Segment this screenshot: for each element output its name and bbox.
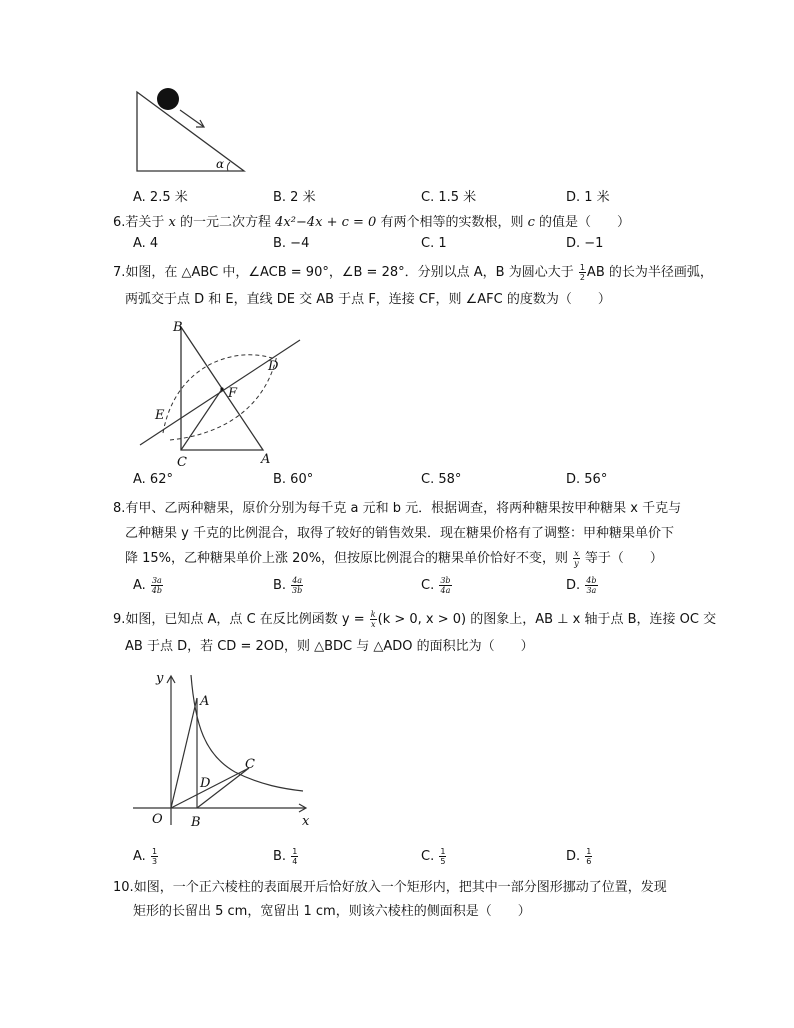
label-f: F <box>228 386 238 401</box>
q9-option-d-num: 1 <box>586 847 592 856</box>
q8-option-b-den: 3b <box>292 586 303 595</box>
label-d: D <box>268 359 279 374</box>
q7-text-a: 如图，在 △ABC 中，∠ACB = 90°，∠B = 28°．分别以点 A，B 为圆心大于 <box>125 265 578 280</box>
q8-text-line1: 有甲、乙两种糖果，原价分别为每千克 a 元和 b 元．根据调查，将两种糖果按甲种糖果 x 千克与 <box>125 501 682 516</box>
q7-fraction <box>579 263 586 282</box>
q8-frac-num: x <box>574 549 579 558</box>
label-a: A <box>200 694 210 709</box>
q10-number: 10. <box>113 880 134 895</box>
q7-frac-num: 1 <box>579 263 585 272</box>
q8-stem-line1 <box>113 499 681 519</box>
q8-option-c-den: 4a <box>440 586 451 595</box>
q8-option-d-den: 3a <box>586 586 597 595</box>
q9-option-d[interactable] <box>566 847 593 866</box>
q9-option-c[interactable] <box>421 847 447 866</box>
q5-option-c[interactable]: C. 1.5 米 <box>421 190 477 205</box>
segment-oa <box>171 698 197 808</box>
q9-option-a-prefix: A. <box>133 849 150 864</box>
q7-figure <box>135 315 315 470</box>
q7-text-b: AB 的长为半径画弧， <box>586 265 713 280</box>
q9-option-c-prefix: C. <box>421 849 439 864</box>
incline-triangle <box>137 92 244 171</box>
q9-stem-line2: AB 于点 D，若 CD = 2OD，则 △BDC 与 △ADO 的面积比为（ ） <box>125 639 534 654</box>
q7-stem-line2: 两弧交于点 D 和 E，直线 DE 交 AB 于点 F，连接 CF，则 ∠AFC 的度数为（ ） <box>125 292 611 307</box>
q6-number: 6. <box>113 215 126 230</box>
q9-option-a-num: 1 <box>151 847 158 856</box>
q6-text-b: 的一元二次方程 <box>175 215 276 230</box>
q8-fraction <box>573 549 580 568</box>
segment-cf <box>181 389 222 450</box>
label-b: B <box>191 815 201 830</box>
q8-stem-line2: 乙种糖果 y 千克的比例混合，取得了较好的销售效果．现在糖果价格有了调整：甲种糖果单价下 <box>125 526 674 541</box>
q9-option-b-num: 1 <box>292 847 298 856</box>
q8-option-a-den: 4b <box>151 586 162 595</box>
q8-option-b[interactable] <box>273 576 304 595</box>
q8-option-c-prefix: C. <box>421 578 439 593</box>
label-e: E <box>155 408 165 423</box>
label-c: C <box>245 757 255 772</box>
label-c: C <box>177 455 187 470</box>
q8-option-d[interactable] <box>566 576 599 595</box>
q10-text-line1: 如图，一个正六棱柱的表面展开后恰好放入一个矩形内，把其中一部分图形挪动了位置，发现 <box>133 880 667 895</box>
q9-text-a: 如图，已知点 A，点 C 在反比例函数 y = <box>125 612 369 627</box>
q9-option-d-den: 6 <box>586 857 592 866</box>
q8-option-b-num: 4a <box>292 576 303 585</box>
q9-option-a[interactable] <box>133 847 159 866</box>
q6-option-a[interactable]: A. 4 <box>133 236 159 251</box>
q6-text-d: 的值是（ ） <box>534 215 631 230</box>
q8-text-line3a: 降 15%，乙种糖果单价上涨 20%，但按原比例混合的糖果单价恰好不变，则 <box>125 551 573 566</box>
ball <box>157 88 179 110</box>
q5-option-a[interactable]: A. 2.5 米 <box>133 190 188 205</box>
q9-option-b-prefix: B. <box>273 849 291 864</box>
label-d: D <box>200 776 211 791</box>
point-f <box>220 387 223 390</box>
motion-arrow <box>180 110 204 127</box>
q10-stem-line2: 矩形的长留出 5 cm，宽留出 1 cm，则该六棱柱的侧面积是（ ） <box>133 904 531 919</box>
q8-option-a-prefix: A. <box>133 578 150 593</box>
q8-option-c-num: 3b <box>440 576 451 585</box>
arc-from-b <box>170 355 277 440</box>
q7-option-b[interactable]: B. 60° <box>273 472 314 487</box>
q7-frac-den: 2 <box>579 273 585 282</box>
q7-option-a[interactable]: A. 62° <box>133 472 173 487</box>
q8-option-a-num: 3a <box>151 576 162 585</box>
q8-number: 8. <box>113 501 126 516</box>
angle-arc <box>227 162 230 171</box>
q9-fraction <box>370 610 377 629</box>
q8-frac-den: y <box>574 559 579 568</box>
angle-label-alpha: α <box>216 157 225 171</box>
q6-var-x: x <box>168 215 176 230</box>
hyperbola-curve <box>191 675 303 791</box>
q9-option-c-den: 5 <box>440 857 446 866</box>
q9-number: 9. <box>113 612 126 627</box>
q6-option-b[interactable]: B. −4 <box>273 236 310 251</box>
q7-number: 7. <box>113 265 126 280</box>
label-y: y <box>156 671 164 686</box>
q9-option-c-num: 1 <box>440 847 446 856</box>
q6-var-c: c <box>527 215 535 230</box>
q7-option-c[interactable]: C. 58° <box>421 472 462 487</box>
q8-option-d-prefix: D. <box>566 578 585 593</box>
q7-option-d[interactable]: D. 56° <box>566 472 608 487</box>
q9-text-b: (k > 0, x > 0) 的图象上，AB ⊥ x 轴于点 B，连接 OC 交 <box>377 612 717 627</box>
label-b: B <box>173 320 183 335</box>
q6-option-c[interactable]: C. 1 <box>421 236 447 251</box>
q7-stem-line1 <box>113 263 713 283</box>
label-x: x <box>302 814 310 829</box>
q9-stem-line1 <box>113 610 716 630</box>
q5-option-d[interactable]: D. 1 米 <box>566 190 610 205</box>
label-o: O <box>152 812 163 827</box>
q6-text-c: 有两个相等的实数根，则 <box>376 215 528 230</box>
q8-option-c[interactable] <box>421 576 453 595</box>
q6-equation: 4x²−4x + c = 0 <box>275 215 377 230</box>
q9-frac-num: k <box>370 610 376 619</box>
q9-option-b[interactable] <box>273 847 299 866</box>
q8-option-a[interactable] <box>133 576 164 595</box>
label-a: A <box>261 452 271 467</box>
q9-option-d-prefix: D. <box>566 849 585 864</box>
q8-stem-line3 <box>125 549 663 569</box>
q6-option-d[interactable]: D. −1 <box>566 236 604 251</box>
q8-option-d-num: 4b <box>586 576 597 585</box>
q5-option-b[interactable]: B. 2 米 <box>273 190 316 205</box>
q8-option-b-prefix: B. <box>273 578 291 593</box>
q10-stem-line1 <box>113 878 667 898</box>
q8-text-line3b: 等于（ ） <box>580 551 663 566</box>
q9-option-a-den: 3 <box>151 857 158 866</box>
q9-frac-den: x <box>370 620 376 629</box>
q6-text-a: 若关于 <box>125 215 169 230</box>
q9-option-b-den: 4 <box>292 857 298 866</box>
q6-stem <box>113 213 630 233</box>
q9-figure <box>125 665 325 835</box>
incline-figure <box>120 80 260 180</box>
